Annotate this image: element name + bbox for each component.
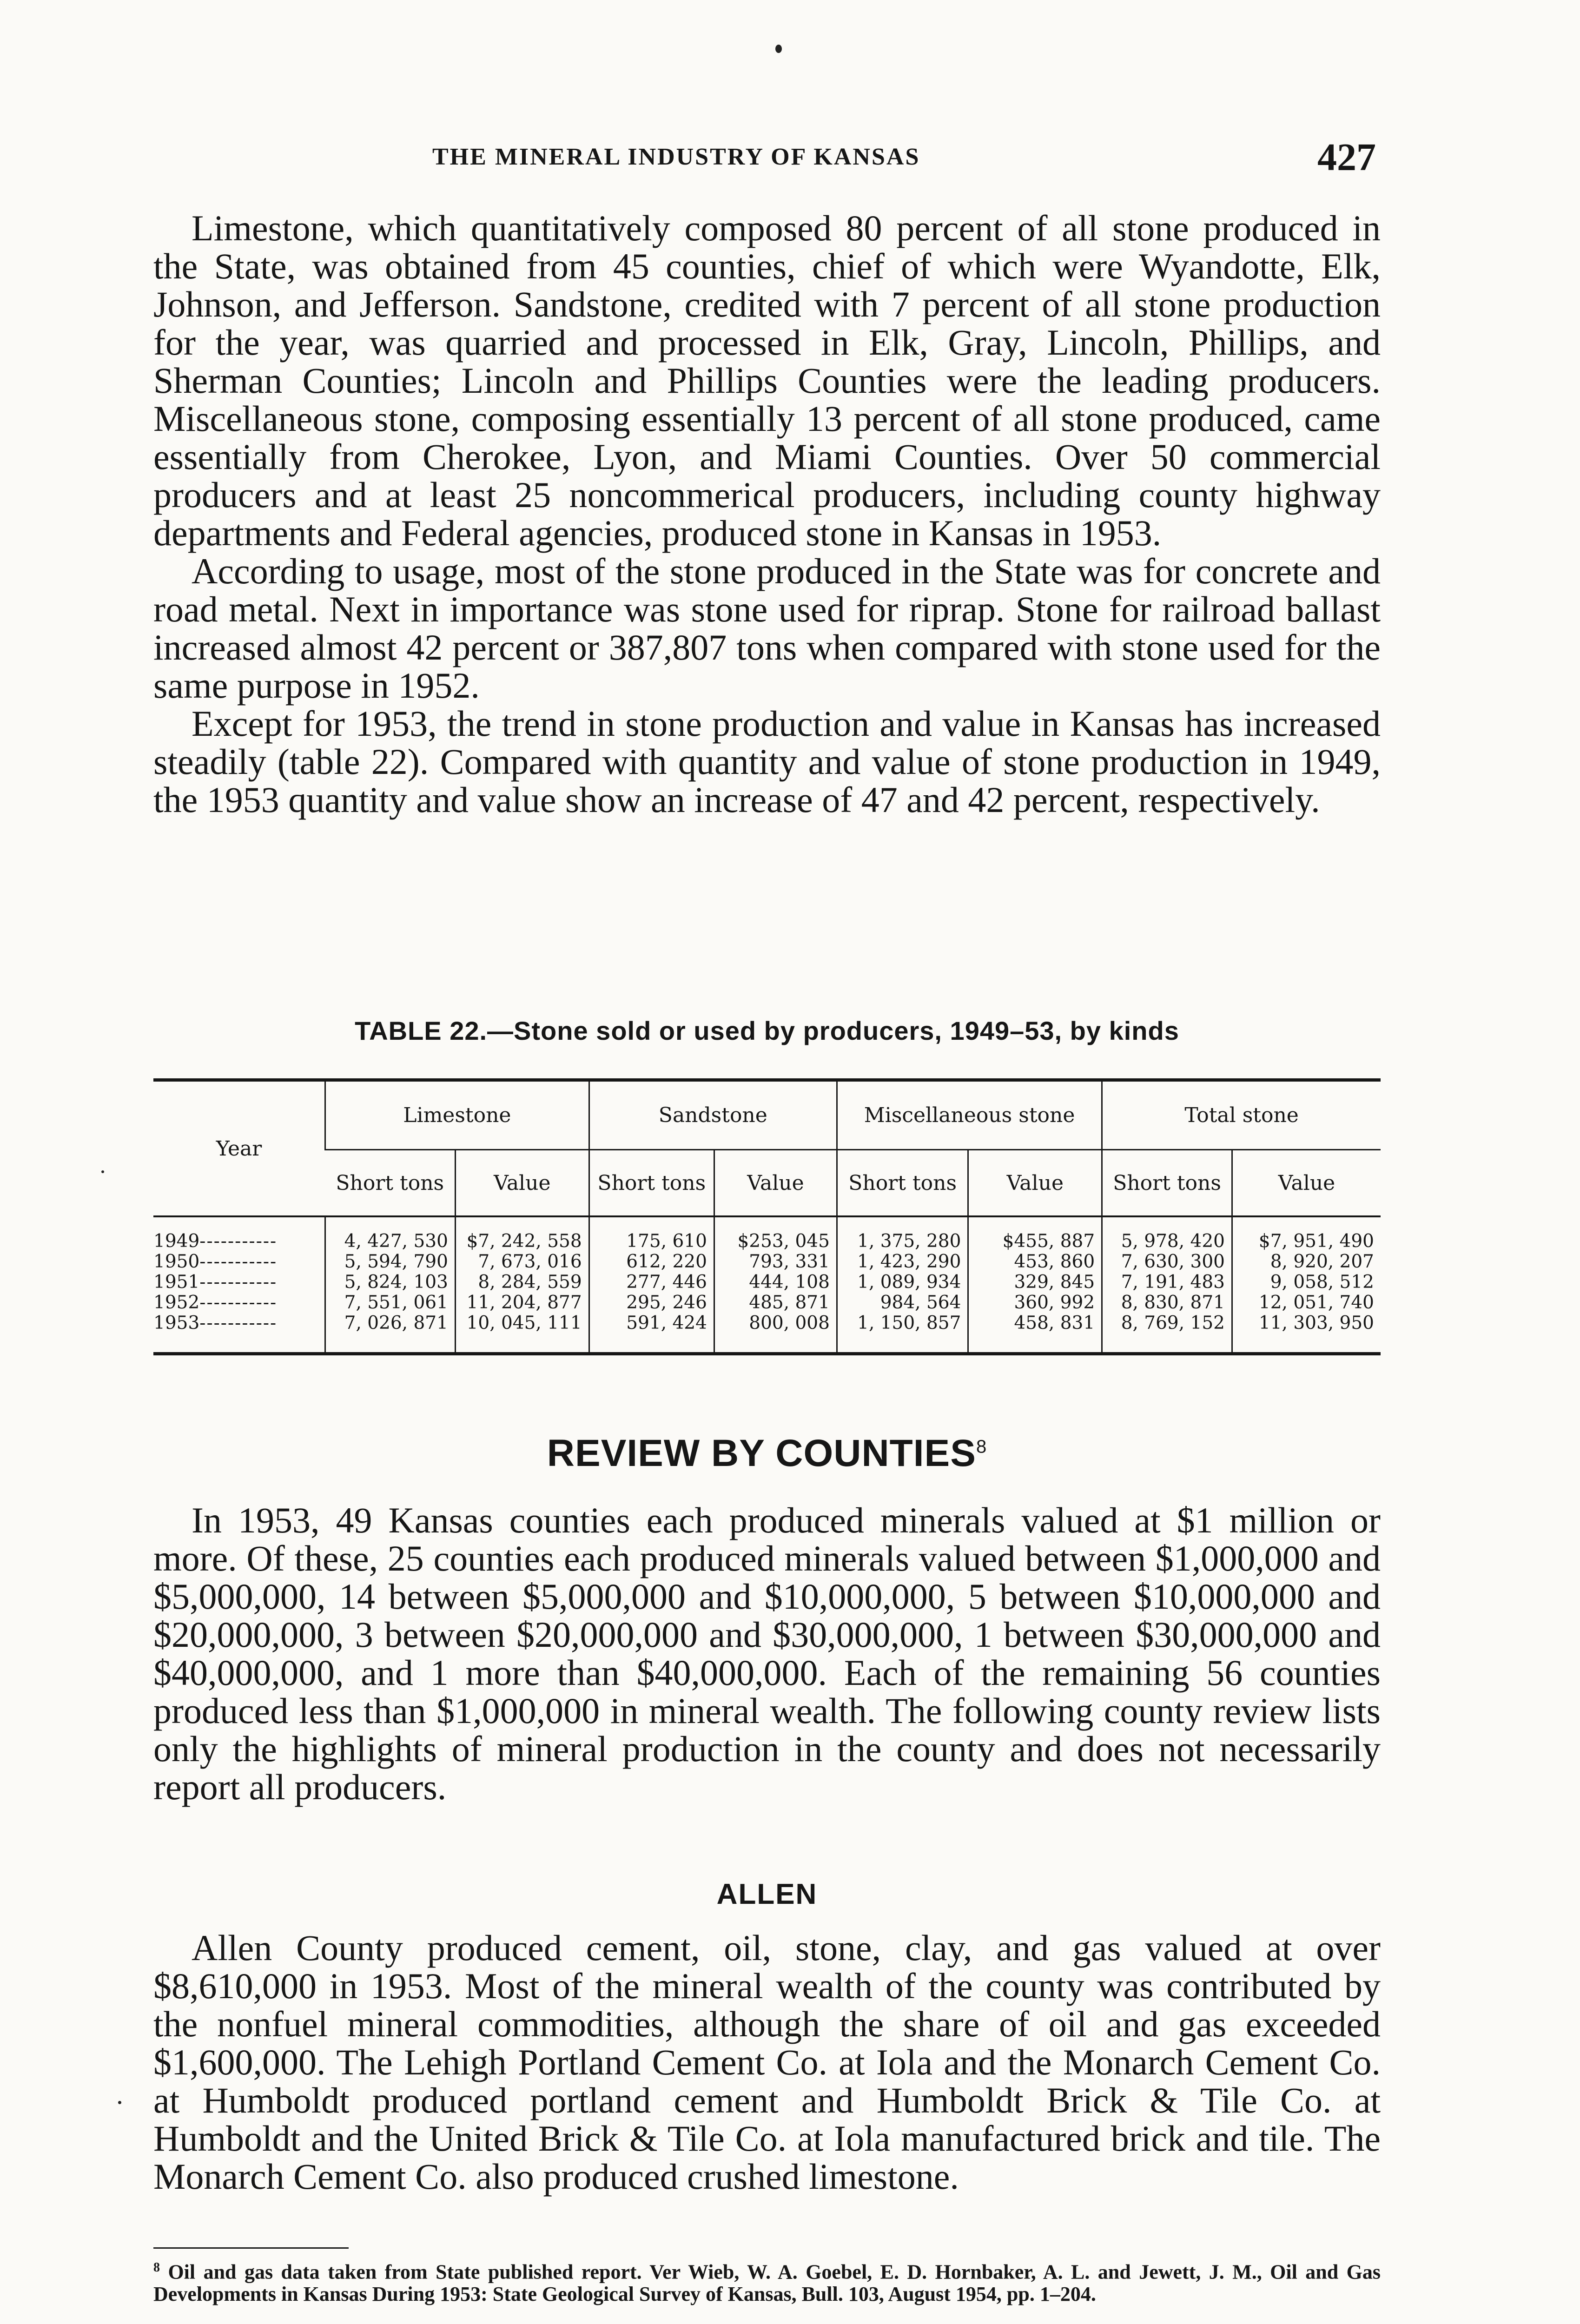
table-cell: $7, 951, 490 <box>1232 1216 1381 1252</box>
year-value: 1951 <box>153 1272 200 1293</box>
footnote-text: Oil and gas data taken from State published report. Ver Wieb, W. A. Goebel, E. D. Hornbaker, A. L. and Jewett, J. M., Oil and Gas Developments in Kansas During 1953: State Geological Survey of Kansas, Bull. 103, August 1954, pp. 1–204. <box>153 2260 1381 2305</box>
usage-paragraph: According to usage, most of the stone produced in the State was for concrete and road metal. Next in importance was stone used for riprap. Stone for railroad ballast increased almost 42 percent or 387,807 tons when compared with stone used for the same purpose in 1952. <box>153 551 1381 706</box>
dot-leader: ----------- <box>199 1251 278 1272</box>
footnote-rule <box>153 2247 349 2249</box>
table-cell: 8, 769, 152 <box>1102 1313 1232 1354</box>
table-row <box>153 1272 1381 1293</box>
table-cell: $7, 242, 558 <box>455 1216 589 1252</box>
table-cell: 360, 992 <box>968 1293 1102 1313</box>
trend-paragraph: Except for 1953, the trend in stone production and value in Kansas has increased steadily (table 22). Compared with quantity and value of stone production in 1949, the 1953 quantity and value show an increase of 47 and 42 percent, respectively. <box>153 703 1381 820</box>
value-header: Value <box>1232 1150 1381 1217</box>
year-cell <box>153 1293 325 1313</box>
short-tons-header: Short tons <box>325 1150 456 1217</box>
table-cell: 5, 824, 103 <box>325 1272 456 1293</box>
table-cell: 8, 920, 207 <box>1232 1252 1381 1272</box>
print-speck <box>101 1170 104 1173</box>
table-cell: 591, 424 <box>589 1313 714 1354</box>
stone-discussion <box>153 209 1381 819</box>
year-cell <box>153 1252 325 1272</box>
table-cell: 1, 423, 290 <box>837 1252 968 1272</box>
year-value: 1952 <box>153 1292 200 1313</box>
short-tons-header: Short tons <box>837 1150 968 1217</box>
footnote-mark: 8 <box>153 2260 160 2275</box>
table-cell: 4, 427, 530 <box>325 1216 456 1252</box>
stone-table <box>153 1078 1381 1355</box>
table-cell: $455, 887 <box>968 1216 1102 1252</box>
footnote <box>153 2257 1381 2305</box>
limestone-header: Limestone <box>325 1080 589 1150</box>
table-title: TABLE 22.—Stone sold or used by producers, 1949–53, by kinds <box>355 1016 1179 1045</box>
table-cell: 1, 150, 857 <box>837 1313 968 1354</box>
print-speck <box>775 45 782 53</box>
table-body <box>153 1216 1381 1354</box>
year-cell <box>153 1313 325 1354</box>
table-row <box>153 1252 1381 1272</box>
table-cell: 7, 630, 300 <box>1102 1252 1232 1272</box>
table-row <box>153 1293 1381 1313</box>
table-cell: 444, 108 <box>714 1272 837 1293</box>
table-cell: 1, 375, 280 <box>837 1216 968 1252</box>
dot-leader: ----------- <box>199 1272 278 1293</box>
year-value: 1949 <box>153 1231 200 1252</box>
table-row <box>153 1216 1381 1252</box>
table-cell: 12, 051, 740 <box>1232 1293 1381 1313</box>
table-cell: 295, 246 <box>589 1293 714 1313</box>
page-number: 427 <box>1317 136 1376 179</box>
review-paragraph: In 1953, 49 Kansas counties each produced minerals valued at $1 million or more. Of these, 25 counties each produced minerals valued between $1,000,000 and $5,000,000, 14 between $5,000,000 and $10,000,000, 5 between $10,000,000 and $20,000,000, 3 between $20,000,000 and $30,000,000, 1 between $30,000,000 and $40,000,000, and 1 more than $40,000,000. Each of the remaining 56 counties produced less than $1,000,000 in mineral wealth. The following county review lists only the highlights of mineral production in the county and does not necessarily report all producers. <box>153 1500 1381 1807</box>
table-cell: 453, 860 <box>968 1252 1102 1272</box>
short-tons-header: Short tons <box>589 1150 714 1217</box>
allen-section <box>153 1929 1381 2196</box>
year-cell <box>153 1272 325 1293</box>
dot-leader: ----------- <box>199 1292 278 1313</box>
table-cell: 8, 284, 559 <box>455 1272 589 1293</box>
table-row <box>153 1313 1381 1354</box>
total-stone-header: Total stone <box>1102 1080 1381 1150</box>
section-heading-text: REVIEW BY COUNTIES <box>547 1432 976 1474</box>
value-header: Value <box>714 1150 837 1217</box>
table-cell: 5, 978, 420 <box>1102 1216 1232 1252</box>
table-cell: 984, 564 <box>837 1293 968 1313</box>
running-head: THE MINERAL INDUSTRY OF KANSAS <box>432 144 920 170</box>
table-cell: 458, 831 <box>968 1313 1102 1354</box>
table-cell: 11, 303, 950 <box>1232 1313 1381 1354</box>
allen-paragraph: Allen County produced cement, oil, stone, clay, and gas valued at over $8,610,000 in 1953. Most of the mineral wealth of the county was contributed by the nonfuel mineral commodities, although the share of oil and gas exceeded $1,600,000. The Lehigh Portland Cement Co. at Iola and the Monarch Cement Co. at Humboldt produced portland cement and Humboldt Brick & Tile Co. at Humboldt and the United Brick & Tile Co. at Iola manufactured brick and tile. The Monarch Cement Co. also produced crushed limestone. <box>153 1928 1381 2197</box>
value-header: Value <box>455 1150 589 1217</box>
table-cell: 612, 220 <box>589 1252 714 1272</box>
table-cell: 793, 331 <box>714 1252 837 1272</box>
table-cell: 485, 871 <box>714 1293 837 1313</box>
print-speck <box>118 2101 121 2104</box>
table-cell: 10, 045, 111 <box>455 1313 589 1354</box>
sandstone-header: Sandstone <box>589 1080 837 1150</box>
table-cell: 5, 594, 790 <box>325 1252 456 1272</box>
table-cell: 800, 008 <box>714 1313 837 1354</box>
year-cell <box>153 1216 325 1252</box>
table-cell: 7, 191, 483 <box>1102 1272 1232 1293</box>
table-cell: 7, 026, 871 <box>325 1313 456 1354</box>
table-cell: 1, 089, 934 <box>837 1272 968 1293</box>
miscellaneous-stone-header: Miscellaneous stone <box>837 1080 1102 1150</box>
value-header: Value <box>968 1150 1102 1217</box>
table-cell: 7, 551, 061 <box>325 1293 456 1313</box>
table-cell: 9, 058, 512 <box>1232 1272 1381 1293</box>
limestone-paragraph: Limestone, which quantitatively composed 80 percent of all stone produced in the State, was obtained from 45 counties, chief of which were Wyandotte, Elk, Johnson, and Jefferson. Sandstone, credited with 7 percent of all stone production for the year, was quarried and processed in Elk, Gray, Lincoln, Phillips, and Sherman Counties; Lincoln and Phillips Counties were the leading producers. Miscellaneous stone, composing essentially 13 percent of all stone produced, came essentially from Cherokee, Lyon, and Miami Counties. Over 50 commercial producers and at least 25 noncommerical producers, including county highway departments and Federal agencies, produced stone in Kansas in 1953. <box>153 208 1381 553</box>
short-tons-header: Short tons <box>1102 1150 1232 1217</box>
footnote-reference: 8 <box>976 1436 987 1457</box>
table-cell: 175, 610 <box>589 1216 714 1252</box>
page-header <box>153 135 1381 186</box>
section-heading <box>153 1432 1381 1475</box>
table-cell: 11, 204, 877 <box>455 1293 589 1313</box>
table-cell: $253, 045 <box>714 1216 837 1252</box>
year-value: 1950 <box>153 1251 200 1272</box>
dot-leader: ----------- <box>199 1231 278 1252</box>
table-cell: 8, 830, 871 <box>1102 1293 1232 1313</box>
review-section <box>153 1501 1381 1806</box>
county-heading: ALLEN <box>716 1878 818 1910</box>
table-cell: 329, 845 <box>968 1272 1102 1293</box>
table-cell: 7, 673, 016 <box>455 1252 589 1272</box>
table-cell: 277, 446 <box>589 1272 714 1293</box>
year-value: 1953 <box>153 1313 200 1334</box>
dot-leader: ----------- <box>199 1313 278 1334</box>
year-header: Year <box>153 1080 325 1217</box>
